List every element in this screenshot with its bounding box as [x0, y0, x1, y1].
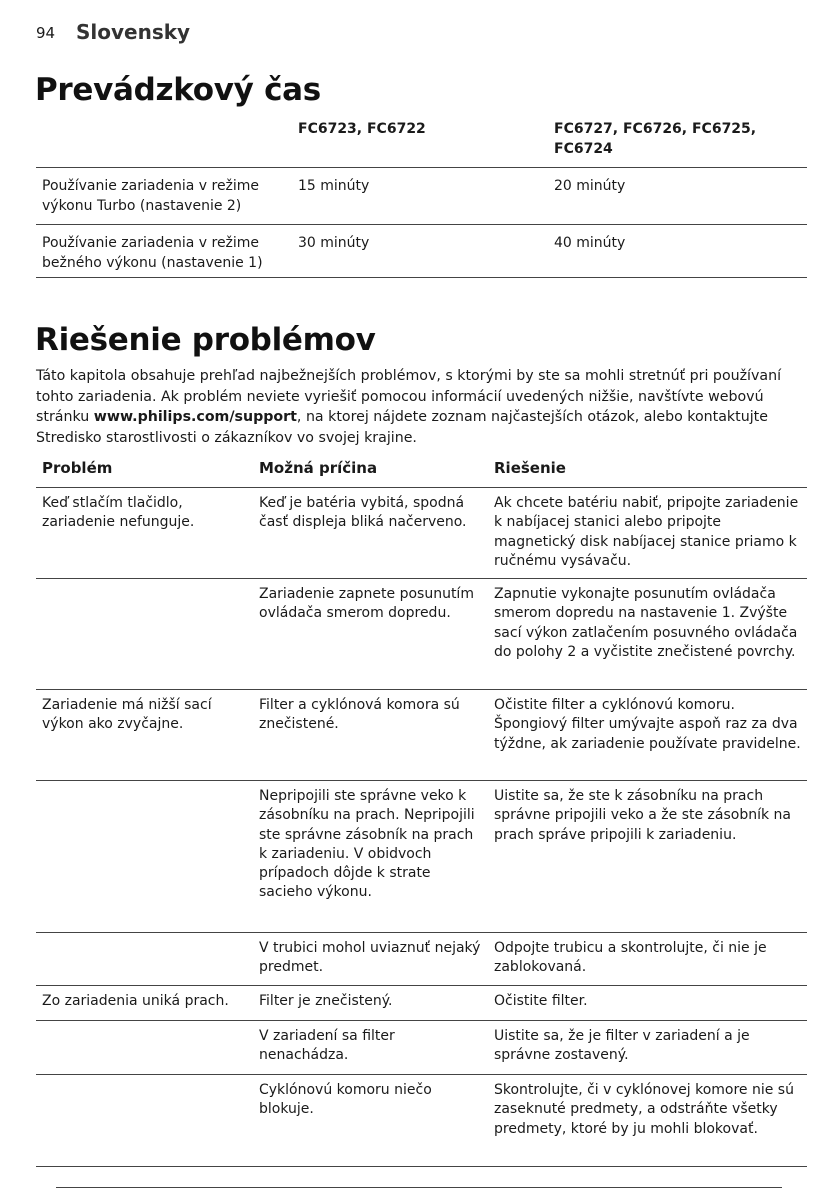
- table-cell: Očistite filter.: [494, 993, 588, 1009]
- table-cell: Zariadenie má nižší sací výkon ako zvyčajne.: [42, 697, 212, 733]
- table-row: [36, 1075, 807, 1167]
- table-cell: Keď je batéria vybitá, spodná časť displeja bliká načerveno.: [259, 495, 467, 531]
- table-cell: Skontrolujte, či v cyklónovej komore nie sú zaseknuté predmety, a odstráňte všetky predmety, ktoré by ju mohli blokovať.: [494, 1082, 794, 1137]
- table-cell: Zo zariadenia uniká prach.: [42, 993, 229, 1009]
- table-cell: Nepripojili ste správne veko k zásobníku na prach. Nepripojili ste správne zásobník na prach k zariadeniu. V obidvoch prípadoch dôjde k strate sacieho výkonu.: [259, 788, 475, 901]
- table-cell: Ak chcete batériu nabiť, pripojte zariadenie k nabíjacej stanici alebo pripojte magnetický disk nabíjacej stanice priamo k ručnému vysávaču.: [494, 495, 799, 569]
- table-row: [36, 579, 807, 690]
- table-header-cell: Problém: [42, 459, 113, 477]
- table-cell: Používanie zariadenia v režime výkonu Turbo (nastavenie 2): [42, 178, 260, 214]
- table-cell: V zariadení sa filter nenachádza.: [259, 1028, 395, 1064]
- table-cell: 40 minúty: [554, 235, 626, 251]
- table-cell: V trubici mohol uviaznuť nejaký predmet.: [259, 940, 481, 976]
- table-row: [36, 690, 807, 781]
- table-header-row: [36, 119, 807, 168]
- table-header-row: [36, 456, 807, 488]
- table-cell: Odpojte trubicu a skontrolujte, či nie je zablokovaná.: [494, 940, 767, 976]
- table-row: [36, 488, 807, 579]
- table-header-cell: Možná príčina: [259, 459, 378, 477]
- table-cell: 20 minúty: [554, 178, 626, 194]
- table-cell: Filter je znečistený.: [259, 993, 393, 1009]
- operating-time-heading: Prevádzkový čas: [35, 72, 321, 108]
- table-cell: Zariadenie zapnete posunutím ovládača smerom dopredu.: [259, 586, 474, 622]
- table-cell: Očistite filter a cyklónovú komoru. Špongiový filter umývajte aspoň raz za dva týždne, ak zariadenie používate pravidelne.: [494, 697, 801, 752]
- table-row: [36, 986, 807, 1021]
- table-row: [36, 781, 807, 933]
- table-cell: Keď stlačím tlačidlo, zariadenie nefunguje.: [42, 495, 195, 531]
- support-link[interactable]: www.philips.com/support: [93, 409, 297, 425]
- table-row: [36, 1021, 807, 1075]
- intro-text: , na ktorej nájdete zoznam najčastejších otázok, alebo kontaktujte Stredisko starostlivosti o zákazníkov vo svojej krajine.: [36, 409, 768, 446]
- table-cell: Používanie zariadenia v režime bežného výkonu (nastavenie 1): [42, 235, 263, 271]
- intro-text: Táto kapitola obsahuje prehľad najbežnejších problémov, s ktorými by ste sa mohli stretnúť pri používaní tohto zariadenia. Ak problém neviete vyriešiť pomocou informácií uvedených nižšie, navštívte webovú stránku: [36, 368, 782, 425]
- table-cell: Zapnutie vykonajte posunutím ovládača smerom dopredu na nastavenie 1. Zvýšte sací výkon zatlačením posuvného ovládača do polohy 2 a vyčistite znečistené povrchy.: [494, 586, 798, 660]
- table-header-cell: Riešenie: [494, 459, 566, 477]
- table-cell: 30 minúty: [298, 235, 370, 251]
- table-cell: Uistite sa, že je filter v zariadení a je správne zostavený.: [494, 1028, 750, 1064]
- table-header-cell: FC6723, FC6722: [298, 121, 426, 137]
- table-cell: Uistite sa, že ste k zásobníku na prach správne pripojili veko a že ste zásobník na prach správe pripojili k zariadeniu.: [494, 788, 791, 843]
- page-number: 94: [36, 24, 56, 42]
- table-row: [36, 933, 807, 986]
- section-language: Slovensky: [76, 20, 191, 44]
- table-cell: Filter a cyklónová komora sú znečistené.: [259, 697, 460, 733]
- table-cell: 15 minúty: [298, 178, 370, 194]
- table-row: [36, 225, 807, 278]
- troubleshooting-intro: [36, 366, 811, 448]
- table-cell: Cyklónovú komoru niečo blokuje.: [259, 1082, 432, 1118]
- troubleshooting-heading: Riešenie problémov: [35, 322, 376, 358]
- footer-divider: [56, 1187, 782, 1188]
- table-row: [36, 168, 807, 225]
- table-header-cell: FC6727, FC6726, FC6725, FC6724: [554, 121, 757, 157]
